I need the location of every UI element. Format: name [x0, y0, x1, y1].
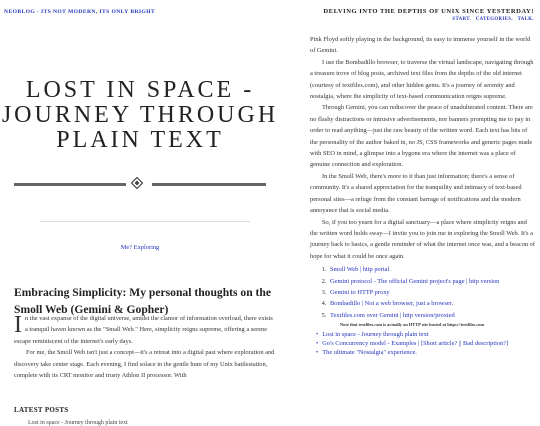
resource-link[interactable]: Bombadillo | Not a web browser, just a browser. [330, 300, 454, 308]
article-paragraph-3: Through Gemini, you can rediscover the peace of unadulterated content. There are no flashy distractions or intrusive advertisements, nor banners prompting me to pay in order to read anything—just the raw beauty of the written word. Each text has bits of the personality of the author baked in, no JS, CSS frameworks and generic pages made with SEO in mind, a glimpse into a bygone era where the internet was a place of genuine connection and exploration. [310, 104, 533, 169]
explore-section [0, 244, 280, 251]
top-bar [0, 0, 540, 22]
article-paragraph-5: So, if you too yearn for a digital sanctuary—a place where simplicity reigns and the written word holds sway—I invite you to join me in exploring the Smoll Web. It's a journey back to basics, a gentle reminder of what the internet once was, and a beacon of hope for what it could be once again. [310, 218, 536, 260]
textfiles-note: Note that textfiles.com is actually an HTTP site hosted at https://textfiles.com [340, 322, 485, 328]
nav-start-link[interactable]: START. [452, 17, 472, 22]
list-item [328, 264, 536, 275]
diamond-ornament-icon [131, 177, 143, 189]
drop-cap: I [14, 312, 22, 338]
post-links-list [316, 330, 536, 357]
list-item [328, 298, 536, 309]
list-item [328, 276, 536, 287]
hero-title: LOST IN SPACE - JOURNEY THROUGH PLAIN TEXT [1, 77, 279, 154]
post-link[interactable]: Go's Concurrency model - Examples | [Short article? || Bad description?] [322, 340, 509, 348]
site-brand-link[interactable]: NEOBLOG - ITS NOT MODERN, ITS ONLY BRIGHT [4, 9, 156, 15]
post-link[interactable]: Lost in space - Journey through plain text [322, 331, 429, 339]
resource-link[interactable]: Textfiles.com over Gemini | http version/proxied [330, 311, 455, 319]
resource-link[interactable]: Smoll Web | http portal [330, 266, 390, 274]
post-paragraph-2: For me, the Smoll Web isn't just a concept—it's a retreat into a digital past where exploration and discovery take center stage. Each evening, I find solace in the gentle hum of my Unix battlestation, complete with its CRT monitor and trusty Athlon II processor. With [14, 349, 275, 380]
list-item [316, 339, 536, 348]
resource-link[interactable]: Gemini protocol - The official Gemini project's page | http version [330, 277, 500, 285]
article-column [310, 34, 536, 357]
article-paragraph-1: Pink Floyd softly playing in the background, its easy to immerse yourself in the world of Gemini. [310, 36, 531, 55]
left-column [0, 22, 290, 426]
list-item [328, 310, 536, 321]
latest-post-link[interactable]: Lost in space - Journey through plain text [28, 420, 128, 426]
article-paragraph-4: In the Smoll Web, there's more to it than just information; there's a sense of community. It's a shared appreciation for the tranquility and intimacy of text-based personal sites—a refuge from the constant barrage of notifications and the modern annoyance that is social media. [310, 172, 522, 215]
post-body [14, 313, 276, 381]
nav-categories-link[interactable]: CATEGORIES. [475, 17, 513, 22]
post-link[interactable]: The ultimate "Nostalgia" experience. [322, 349, 417, 357]
nav-talk-link[interactable]: TALK. [517, 17, 534, 22]
article-paragraph-2: I use the Bombadillo browser, to traverse the virtual landscape, navigating through a treasure trove of blog posts, archived text files from the depths of the old internet (courtesy of textfiles.com), and other hidden gems. It's a journey of serenity and nostalgia, where the simplicity of text-based communication reigns supreme. [310, 58, 534, 101]
hero-divider-right [152, 183, 266, 186]
site-tagline: DELVING INTO THE DEPTHS OF UNIX SINCE YESTERDAY! [323, 8, 534, 15]
list-item [316, 348, 536, 357]
list-item [328, 287, 536, 298]
post-paragraph-1-text: n the vast expanse of the digital universe, amidst the clamor of information overload, there exists a tranquil haven known as the "Small Web." Here, simplicity reigns supreme, offering a serene escape reminiscent of the internet's early days. [14, 315, 273, 345]
hero-divider-left [14, 183, 126, 186]
explore-separator [40, 221, 250, 222]
top-nav [449, 17, 534, 22]
post-paragraph-1 [14, 313, 276, 347]
resource-links-list [328, 264, 536, 321]
post-title: Embracing Simplicity: My personal thoughts on the Smoll Web (Gemini & Gopher) [14, 285, 272, 316]
explore-link[interactable]: Me? Exploring [120, 244, 160, 251]
latest-posts-heading: LATEST POSTS [14, 406, 69, 414]
resource-link[interactable]: Gemini to HTTP proxy [330, 288, 390, 296]
list-item [316, 330, 536, 339]
